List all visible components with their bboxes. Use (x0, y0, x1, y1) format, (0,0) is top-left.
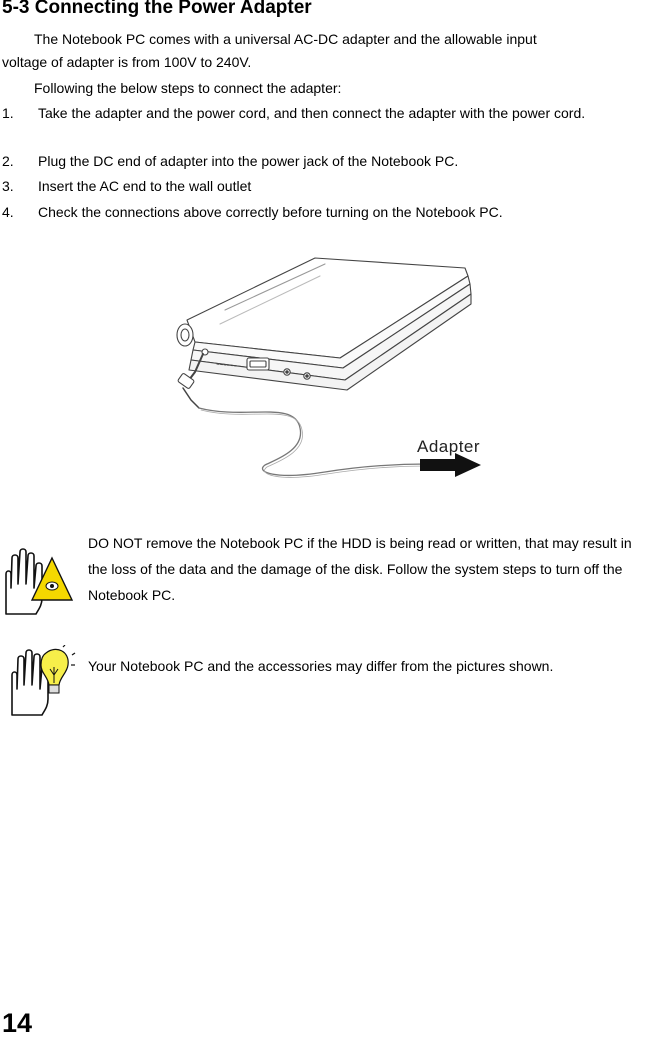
tip-hand-lightbulb-icon (8, 645, 76, 717)
step-text: Insert the AC end to the wall outlet (38, 178, 252, 194)
step-item (0, 201, 649, 224)
laptop-hinge (177, 324, 193, 346)
intro-paragraph-line2: voltage of adapter is from 100V to 240V. (2, 54, 252, 70)
page-number: 14 (2, 1008, 33, 1038)
step-number: 3. (2, 178, 14, 194)
tip-note-text: Your Notebook PC and the accessories may differ from the pictures shown. (88, 658, 554, 674)
step-text: Take the adapter and the power cord, and then connect the adapter with the power cord. (38, 105, 586, 121)
adapter-label: Adapter (417, 437, 481, 456)
step-number: 4. (2, 204, 14, 220)
step-text: Plug the DC end of adapter into the power jack of the Notebook PC. (38, 153, 459, 169)
adapter-cable (199, 408, 427, 475)
intro-paragraph-line1: The Notebook PC comes with a universal AC-DC adapter and the allowable input (34, 31, 537, 47)
step-text: Check the connections above correctly before turning on the Notebook PC. (38, 204, 503, 220)
section-title: 5-3 Connecting the Power Adapter (2, 0, 312, 18)
steps-intro: Following the below steps to connect the adapter: (34, 80, 342, 96)
step-item (0, 175, 649, 198)
step-number: 1. (2, 105, 14, 121)
warning-hand-icon (0, 544, 74, 616)
step-item (0, 102, 649, 148)
warning-note-text: DO NOT remove the Notebook PC if the HDD is being read or written, that may result in the loss of the data and the damage of the disk. Follow the system steps to turn off the Notebook PC. (88, 535, 632, 603)
step-number: 2. (2, 153, 14, 169)
step-item (0, 150, 649, 173)
